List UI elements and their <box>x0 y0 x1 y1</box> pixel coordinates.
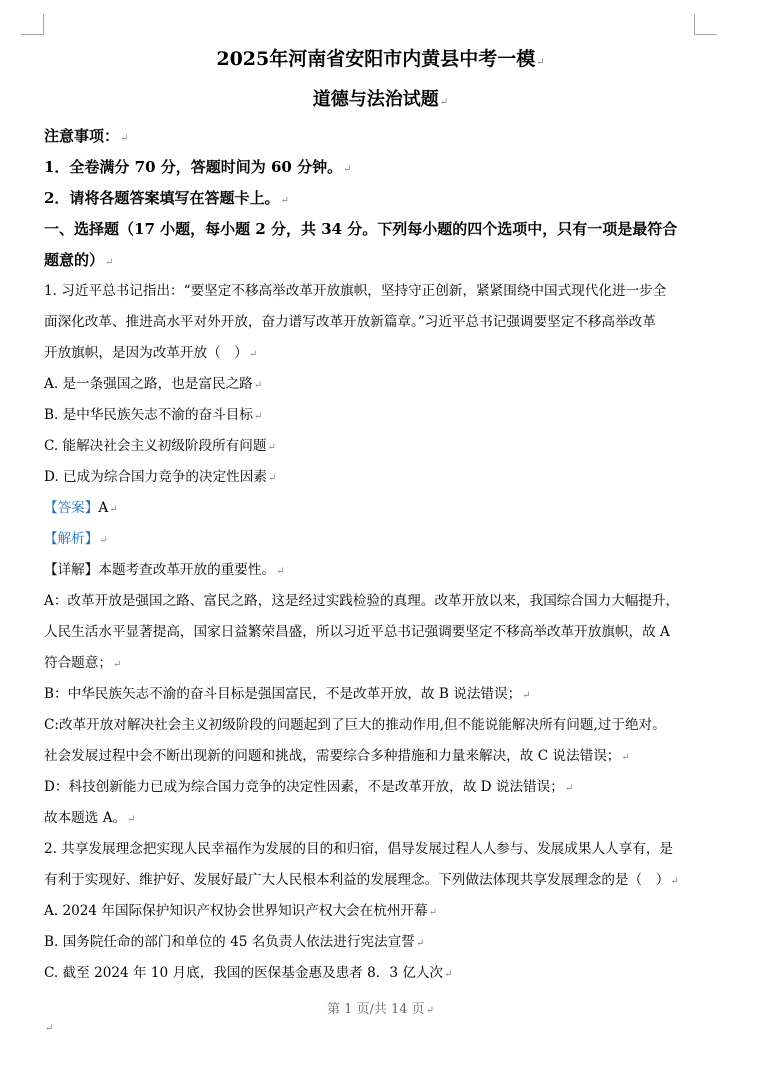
paragraph-mark-icon: ↵ <box>522 690 531 701</box>
q1-answer <box>44 496 704 527</box>
document-title <box>0 45 761 77</box>
paragraph-mark-icon: ↵ <box>343 164 352 175</box>
paragraph-mark-icon: ↵ <box>253 380 263 391</box>
q1-stem-line-3: 开放旗帜，是因为改革开放（ ）↵ <box>44 345 258 361</box>
q1-explain-d: D：科技创新能力已成为综合国力竞争的决定性因素，不是改革开放，故 D 说法错误；↵ <box>44 779 574 795</box>
end-paragraph-mark <box>44 1016 53 1035</box>
q1-explain-b: B：中华民族矢志不渝的奋斗目标是强国富民，不是改革开放，故 B 说法错误；↵ <box>44 686 531 702</box>
document-body <box>44 124 704 992</box>
paragraph-mark-icon: ↵ <box>280 195 289 206</box>
q1-stem-line-2: 面深化改革、推进高水平对外开放，奋力谱写改革开放新篇章。”习近平总书记强调要坚定不移高举改革 <box>44 314 656 330</box>
paragraph-mark-icon: ↵ <box>127 814 136 825</box>
paragraph-mark-icon: ↵ <box>444 969 453 980</box>
crop-mark-top-right <box>694 14 717 35</box>
paragraph-mark-icon: ↵ <box>112 659 122 670</box>
notice-item-1: 1．全卷满分 70 分，答题时间为 60 分钟。↵ <box>44 158 352 176</box>
paragraph-mark-icon: ↵ <box>536 57 545 68</box>
subtitle-text: 道德与法治试题 <box>312 89 439 110</box>
answer-tag: 【答案】 <box>44 500 99 516</box>
q1-detail: 【详解】本题考查改革开放的重要性。↵ <box>44 562 285 578</box>
q1-explain-a-line-2: 人民生活水平显著提高，国家日益繁荣昌盛，所以习近平总书记强调要坚定不移高举改革开放旗帜，故 A <box>44 624 670 640</box>
q1-option-a: A. 是一条强国之路，也是富民之路↵ <box>44 376 263 392</box>
q1-option-c: C. 能解决社会主义初级阶段所有问题↵ <box>44 438 276 454</box>
paragraph-mark-icon: ↵ <box>105 257 114 268</box>
q1-explain-c-line-1: C:改革开放对解决社会主义初级阶段的问题起到了巨大的推动作用,但不能说能解决所有问题,过于绝对。 <box>44 717 666 733</box>
notice-item-2: 2．请将各题答案填写在答题卡上。↵ <box>44 189 289 207</box>
paragraph-mark-icon: ↵ <box>425 1005 435 1016</box>
paragraph-mark-icon: ↵ <box>45 1023 54 1034</box>
q2-option-b: B. 国务院任命的部门和单位的 45 名负责人依法进行宪法宣誓↵ <box>44 934 425 950</box>
document-subtitle <box>0 86 761 117</box>
paragraph-mark-icon: ↵ <box>670 876 679 887</box>
q2-stem-line-2: 有利于实现好、维护好、发展好最广大人民根本利益的发展理念。下列做法体现共享发展理念的是（ ）↵ <box>44 872 679 888</box>
paragraph-mark-icon: ↵ <box>248 349 258 360</box>
q2-stem-line-1: 2. 共享发展理念把实现人民幸福作为发展的目的和归宿，倡导发展过程人人参与、发展成果人人享有，是 <box>44 841 674 857</box>
q1-explain-a-line-3: 符合题意；↵ <box>44 655 122 671</box>
paragraph-mark-icon: ↵ <box>439 97 449 108</box>
page-footer <box>0 998 761 1017</box>
q1-option-d: D. 已成为综合国力竞争的决定性因素↵ <box>44 469 277 485</box>
paragraph-mark-icon: ↵ <box>267 473 277 484</box>
paragraph-mark-icon: ↵ <box>415 938 425 949</box>
page-number: 第 1 页/共 14 页 <box>326 1002 425 1017</box>
paragraph-mark-icon: ↵ <box>109 504 118 515</box>
crop-mark-top-left <box>21 14 44 35</box>
paragraph-mark-icon: ↵ <box>267 442 276 453</box>
title-text: 2025年河南省安阳市内黄县中考一模 <box>216 48 536 70</box>
detail-tag: 【详解】 <box>44 562 99 578</box>
analysis-tag: 【解析】 <box>44 531 99 547</box>
q1-analysis <box>44 527 704 558</box>
q1-conclusion: 故本题选 A。↵ <box>44 810 136 826</box>
q1-stem-line-1: 1. 习近平总书记指出：“要坚定不移高举改革开放旗帜，坚持守正创新，紧紧围绕中国式现代化进一步全 <box>44 283 667 299</box>
paragraph-mark-icon: ↵ <box>564 783 574 794</box>
paragraph-mark-icon: ↵ <box>253 411 263 422</box>
paragraph-mark-icon: ↵ <box>428 907 438 918</box>
answer-value: A <box>98 500 109 516</box>
section-heading-line-2: 题意的）↵ <box>44 251 114 269</box>
q1-explain-a-line-1: A：改革开放是强国之路、富民之路，这是经过实践检验的真理。改革开放以来，我国综合国力大幅提升， <box>44 593 680 609</box>
q2-option-a: A. 2024 年国际保护知识产权协会世界知识产权大会在杭州开幕↵ <box>44 903 438 919</box>
q1-explain-c-line-2: 社会发展过程中会不断出现新的问题和挑战，需要综合多种措施和力量来解决，故 C 说法错误；↵ <box>44 748 630 764</box>
paragraph-mark-icon: ↵ <box>120 133 129 144</box>
q2-option-c: C. 截至 2024 年 10 月底，我国的医保基金惠及患者 8．3 亿人次↵ <box>44 965 453 981</box>
q1-option-b: B. 是中华民族矢志不渝的奋斗目标↵ <box>44 407 263 423</box>
paragraph-mark-icon: ↵ <box>99 535 108 546</box>
notice-heading: 注意事项：↵ <box>44 127 129 145</box>
paragraph-mark-icon: ↵ <box>276 566 285 577</box>
section-heading-line-1: 一、选择题（17 小题，每小题 2 分，共 34 分。下列每小题的四个选项中，只有一项是最符合 <box>44 220 678 238</box>
paragraph-mark-icon: ↵ <box>621 752 630 763</box>
